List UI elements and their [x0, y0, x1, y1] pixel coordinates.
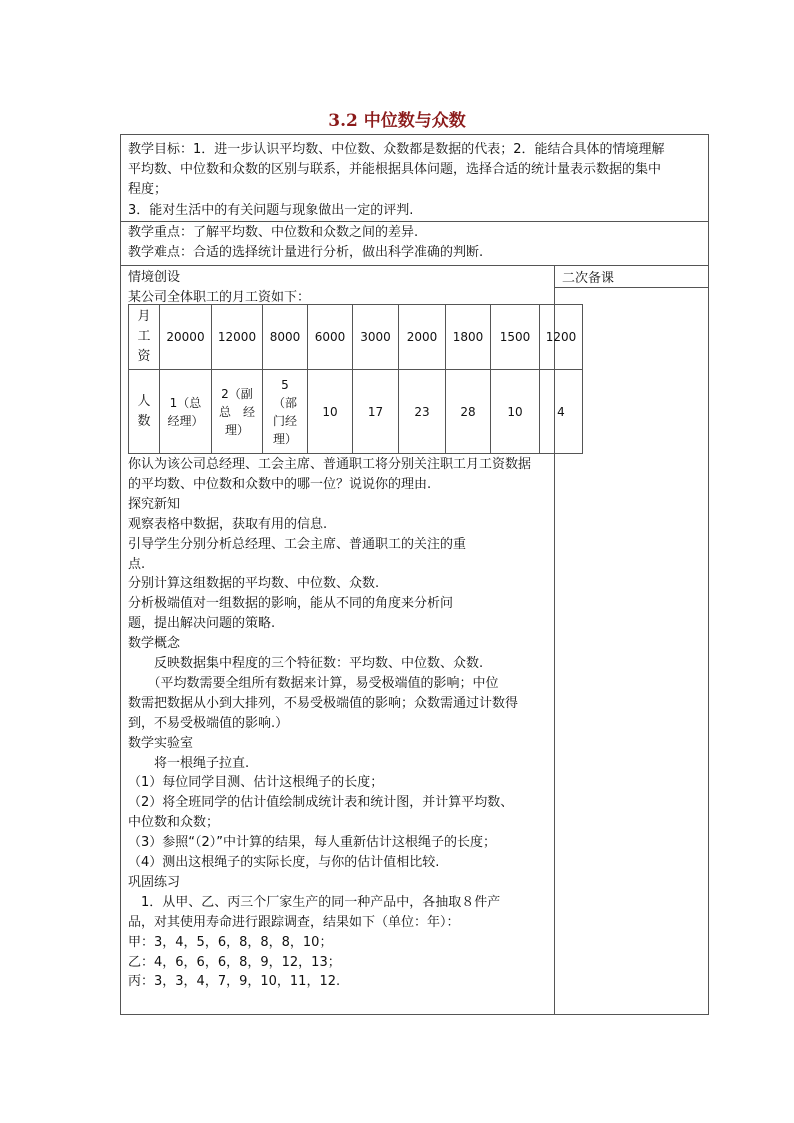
- scenario-intro: 某公司全体职工的月工资如下：: [128, 290, 311, 305]
- wage-cell: 1200: [540, 305, 583, 370]
- body-line: 中位数和众数；: [128, 815, 220, 831]
- body-line: 1．从甲、乙、丙三个厂家生产的同一种产品中，各抽取８件产: [128, 894, 501, 910]
- body-line: （4）测出这根绳子的实际长度，与你的估计值相比较.: [128, 855, 440, 870]
- headcount-cell: 10: [308, 370, 353, 454]
- salary-table: [128, 304, 583, 454]
- headcount-cell: 5 （部 门经 理）: [263, 370, 308, 454]
- body-line: 品，对其使用寿命进行跟踪调查，结果如下（单位：年）：: [128, 914, 460, 930]
- body-line: 数学实验室: [128, 735, 194, 751]
- teaching-key-point: 教学重点：了解平均数、中位数和众数之间的差异.: [128, 225, 419, 240]
- body-line: 的平均数、中位数和众数中的哪一位？说说你的理由.: [128, 476, 432, 492]
- body-line: 乙：4，6，6，6，8，9，12，13；: [128, 954, 341, 970]
- body-line: 你认为该公司总经理、工会主席、普通职工将分别关注职工月工资数据: [128, 457, 532, 472]
- headcount-cell: 23: [399, 370, 446, 454]
- divider-goals: [121, 221, 708, 222]
- body-line: （2）将全班同学的估计值绘制成统计表和统计图，并计算平均数、: [128, 795, 514, 811]
- body-line: （1）每位同学目测、估计这根绳子的长度；: [128, 775, 384, 791]
- wage-cell: 2000: [399, 305, 446, 370]
- wage-cell: 1500: [491, 305, 540, 370]
- body-line: 题，提出解决问题的策略.: [128, 616, 276, 632]
- divider-focus: [121, 265, 708, 266]
- headcount-cell: 2（副 总 经 理）: [212, 370, 263, 454]
- wage-cell: 1800: [446, 305, 491, 370]
- body-line: （3）参照“（2）”中计算的结果，每人重新估计这根绳子的长度；: [128, 835, 497, 851]
- body-line: 探究新知: [128, 496, 181, 512]
- wage-cell: 8000: [263, 305, 308, 370]
- body-line: 甲：3，4，5，6，8，8，8，10；: [128, 934, 333, 950]
- page-title: 3.2 中位数与众数: [328, 111, 466, 131]
- goals-line-1: 教学目标：1．进一步认识平均数、中位数、众数都是数据的代表；2．能结合具体的情境理解: [128, 142, 665, 157]
- body-line: 分别计算这组数据的平均数、中位数、众数.: [128, 576, 380, 592]
- body-line: 巩固练习: [128, 874, 181, 890]
- headcount-row-header: 人 数: [129, 370, 160, 454]
- salary-row-header: 月 工 资: [129, 305, 160, 370]
- headcount-cell: 10: [491, 370, 540, 454]
- body-line: 丙：3，3，4，7，9，10，11，12.: [128, 974, 341, 990]
- headcount-cell: 28: [446, 370, 491, 454]
- lesson-plan-table: [120, 134, 709, 1015]
- second-prep-label: 二次备课: [562, 271, 615, 286]
- body-line: 将一根绳子拉直.: [128, 755, 250, 771]
- wage-cell: 6000: [308, 305, 353, 370]
- body-line: 分析极端值对一组数据的影响，能从不同的角度来分析问: [128, 596, 454, 612]
- body-line: 数学概念: [128, 636, 181, 652]
- headcount-cell: 1（总 经理）: [160, 370, 212, 454]
- body-line: 到，不易受极端值的影响.）: [128, 715, 289, 731]
- goals-line-3: 程度；: [128, 182, 168, 197]
- wage-cell: 20000: [160, 305, 212, 370]
- body-line: （平均数需要全组所有数据来计算，易受极端值的影响；中位: [128, 675, 499, 691]
- body-line: 点.: [128, 556, 146, 572]
- headcount-cell: 17: [353, 370, 399, 454]
- body-line: 观察表格中数据，获取有用的信息.: [128, 516, 328, 532]
- body-line: 数需把数据从小到大排列，不易受极端值的影响；众数需通过计数得: [128, 695, 519, 711]
- goals-line-4: 3．能对生活中的有关问题与现象做出一定的评判.: [128, 203, 414, 218]
- wage-cell: 12000: [212, 305, 263, 370]
- body-line: 引导学生分别分析总经理、工会主席、普通职工的关注的重: [128, 536, 467, 552]
- wage-cell: 3000: [353, 305, 399, 370]
- goals-line-2: 平均数、中位数和众数的区别与联系，并能根据具体问题，选择合适的统计量表示数据的集中: [128, 162, 662, 177]
- headcount-cell: 4: [540, 370, 583, 454]
- teaching-difficulty: 教学难点：合适的选择统计量进行分析，做出科学准确的判断.: [128, 245, 484, 260]
- scenario-heading: 情境创设: [128, 270, 181, 285]
- body-line: 反映数据集中程度的三个特征数：平均数、中位数、众数.: [128, 656, 484, 671]
